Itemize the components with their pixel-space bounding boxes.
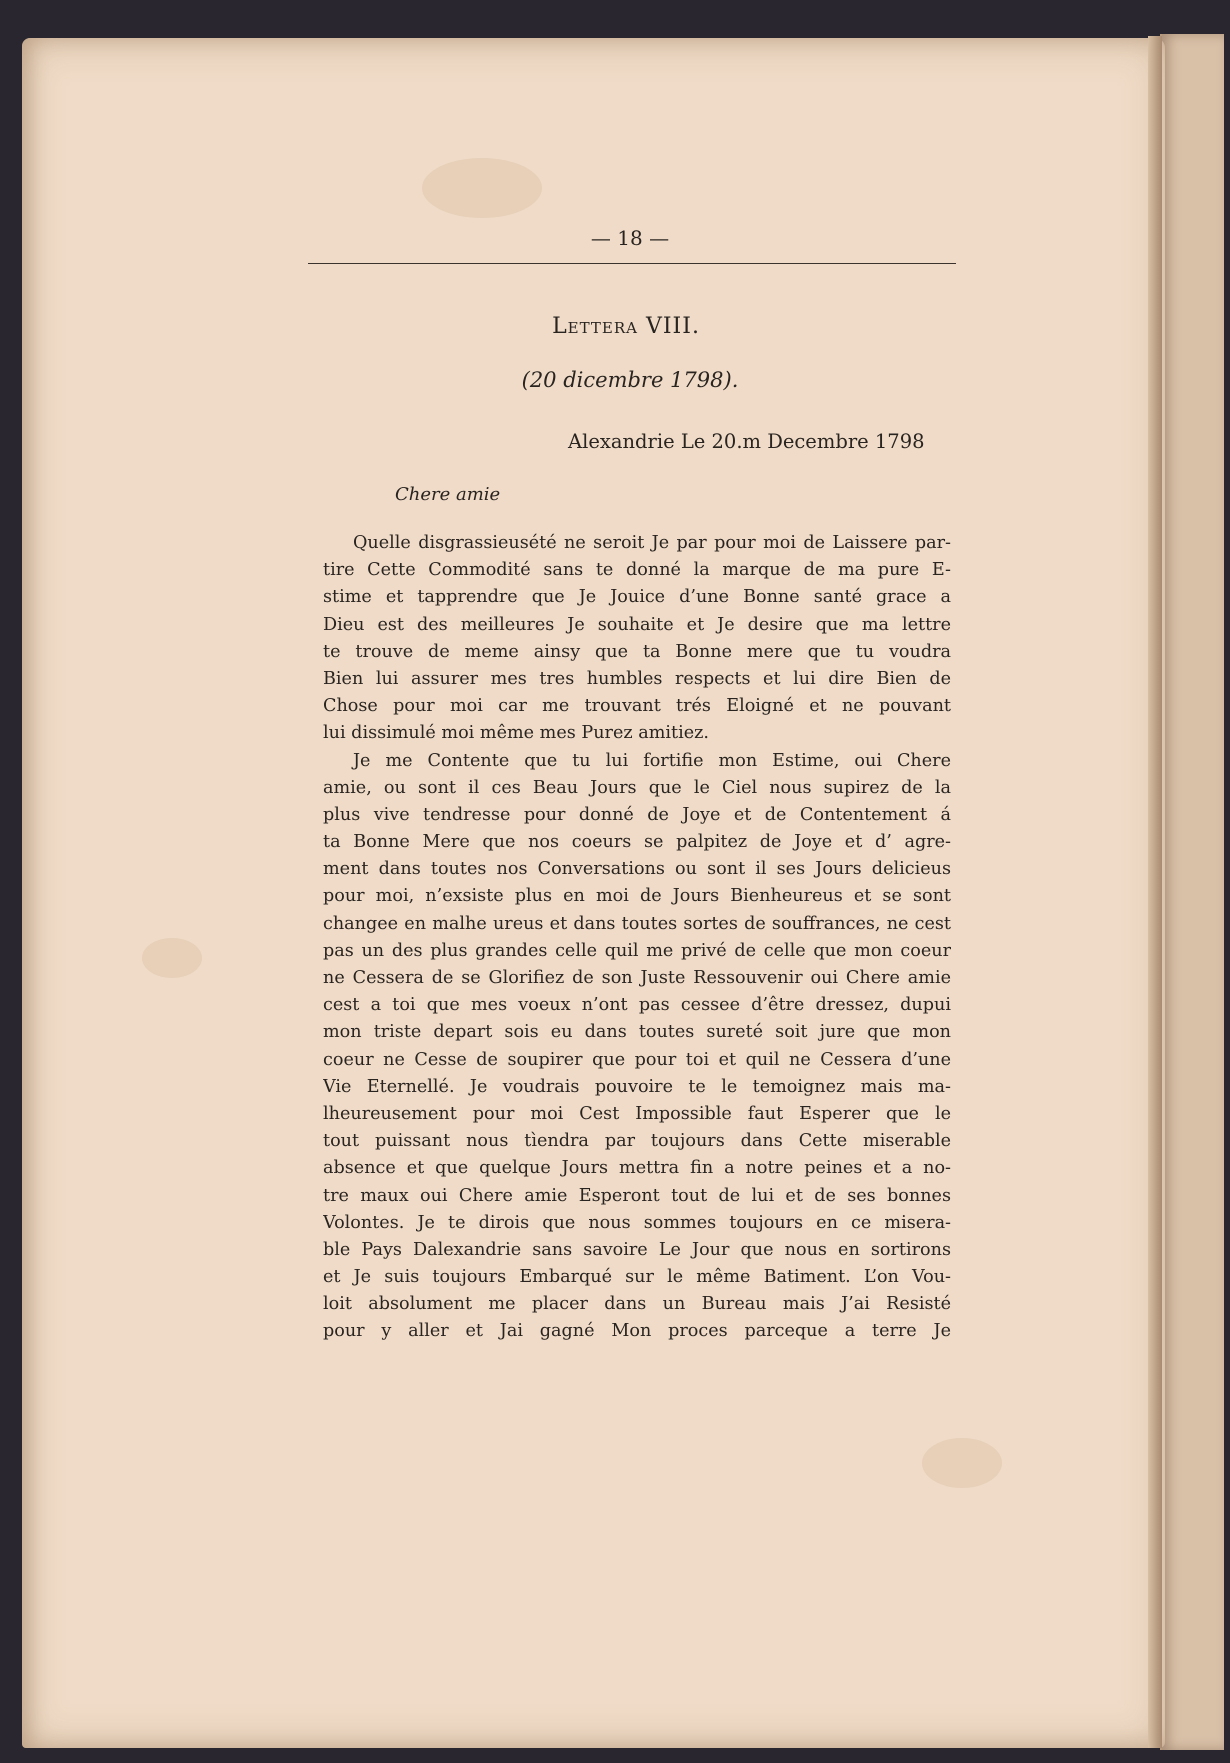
text-line: Vie Eternellé. Je voudrais pouvoire te le temoignez mais ma-: [323, 1076, 951, 1097]
text-line: Bien lui assurer mes tres humbles respects et lui dire Bien de: [323, 668, 951, 689]
text-line: ta Bonne Mere que nos coeurs se palpitez de Joye et d’ agre-: [323, 832, 951, 853]
text-line: lui dissimulé moi même mes Purez amitiez.: [323, 723, 710, 744]
letter-salutation: Chere amie: [395, 484, 501, 505]
text-line: absence et que quelque Jours mettra fin a notre peines et a no-: [323, 1158, 951, 1179]
paper-stain: [922, 1438, 1002, 1488]
letter-title: Lettera VIII.: [552, 314, 700, 339]
paper-stain: [422, 158, 542, 218]
text-line: ne Cessera de se Glorifiez de son Juste Ressouvenir oui Chere amie: [323, 968, 951, 988]
text-line: pour moi, n’exsiste plus en moi de Jours Bienheureus et se sont: [323, 886, 951, 907]
text-line: Volontes. Je te dirois que nous sommes toujours en ce misera-: [323, 1212, 951, 1233]
letter-body: [323, 530, 951, 1346]
text-line: tre maux oui Chere amie Esperont tout de lui et de ses bonnes: [323, 1185, 951, 1206]
text-line: lheureusement pour moi Cest Impossible faut Esperer que le: [323, 1103, 951, 1124]
text-line: pour y aller et Jai gagné Mon proces parceque a terre Je: [323, 1321, 951, 1342]
text-line: Quelle disgrassieusété ne seroit Je par pour moi de Laissere par-: [353, 533, 951, 553]
letter-date-heading: (20 dicembre 1798).: [521, 368, 739, 392]
text-line: Dieu est des meilleures Je souhaite et Je desire que ma lettre: [323, 614, 951, 635]
text-line: tire Cette Commodité sans te donné la marque de ma pure E-: [323, 560, 951, 581]
text-line: cest a toi que mes voeux n’ont pas cessee d’être dressez, dupui: [323, 995, 951, 1016]
text-line: tout puissant nous tìendra par toujours dans Cette miserable: [323, 1131, 951, 1152]
text-line: changee en malhe ureus et dans toutes sortes de souffrances, ne cest: [323, 913, 951, 934]
text-line: loit absolument me placer dans un Bureau mais J’ai Resisté: [323, 1294, 951, 1315]
text-line: pas un des plus grandes celle quil me privé de celle que mon coeur: [323, 940, 951, 961]
header-rule: [308, 263, 956, 264]
book-gutter: [1148, 36, 1162, 1748]
text-line: mon triste depart sois eu dans toutes sureté soit jure que mon: [323, 1022, 951, 1043]
text-line: stime et tapprendre que Je Jouice d’une Bonne santé grace a: [323, 587, 951, 608]
paper-stain: [142, 938, 202, 978]
text-line: te trouve de meme ainsy que ta Bonne mere que tu voudra: [323, 641, 951, 662]
text-line: coeur ne Cesse de soupirer que pour toi et quil ne Cessera d’une: [323, 1049, 951, 1070]
page-number: — 18 —: [590, 226, 670, 250]
text-line: plus vive tendresse pour donné de Joye et de Contentement á: [323, 804, 951, 825]
text-line: ment dans toutes nos Conversations ou sont il ses Jours delicieus: [323, 859, 951, 880]
text-line: ble Pays Dalexandrie sans savoire Le Jour que nous en sortirons: [323, 1239, 951, 1260]
letter-dateline: Alexandrie Le 20.m Decembre 1798: [568, 430, 925, 453]
next-page-edge: [1160, 34, 1224, 1750]
text-line: et Je suis toujours Embarqué sur le même Batiment. L’on Vou-: [323, 1267, 951, 1288]
text-line: Je me Contente que tu lui fortifie mon Estime, oui Chere: [353, 750, 951, 771]
text-line: Chose pour moi car me trouvant trés Eloigné et ne pouvant: [323, 696, 951, 717]
text-line: amie, ou sont il ces Beau Jours que le Ciel nous supirez de la: [323, 777, 951, 798]
